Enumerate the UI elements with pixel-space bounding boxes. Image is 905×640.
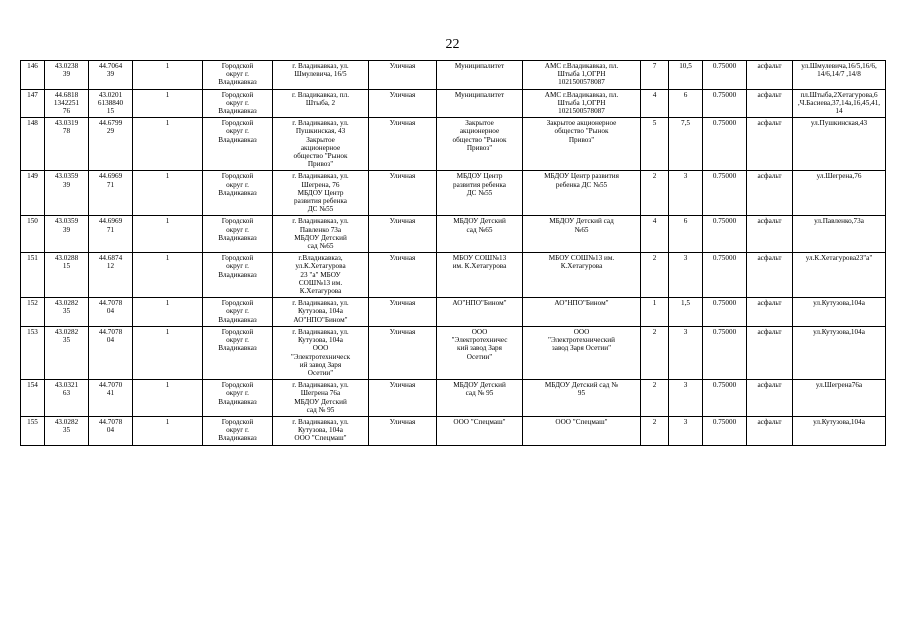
site-type-cell: Уличная	[369, 61, 437, 90]
district-cell: Городской округ г. Владикавказ	[203, 326, 273, 379]
address-cell: г. Владикавказ, ул. Шегрена 76а МБДОУ Детский сад № 95	[273, 380, 369, 417]
area-cell: 6	[669, 89, 703, 118]
owner-cell: МБДОУ Детский сад №65	[437, 216, 523, 253]
row-number-cell: 153	[21, 326, 45, 379]
district-cell: Городской округ г. Владикавказ	[203, 380, 273, 417]
longitude-cell: 44.7070 41	[89, 380, 133, 417]
volume-cell: 0.75000	[703, 118, 747, 171]
address-cell: г. Владикавказ, ул. Кутузова, 104а ООО "Электротехническ ий завод Заря Осетии"	[273, 326, 369, 379]
site-count-cell: 1	[133, 89, 203, 118]
site-type-cell: Уличная	[369, 118, 437, 171]
organization-cell: МБДОУ Детский сад №65	[523, 216, 641, 253]
site-count-cell: 1	[133, 118, 203, 171]
page-number: 22	[445, 37, 460, 52]
area-cell: 7,5	[669, 118, 703, 171]
container-count-cell: 4	[641, 89, 669, 118]
area-cell: 3	[669, 253, 703, 298]
address-cell: г. Владикавказ, ул. Пушкинская, 43 Закрытое акционерное общество "Рынок Привоз"	[273, 118, 369, 171]
latitude-cell: 43.0359 39	[45, 216, 89, 253]
area-cell: 3	[669, 171, 703, 216]
area-cell: 3	[669, 380, 703, 417]
container-count-cell: 2	[641, 326, 669, 379]
served-addresses-cell: пл.Штыба,2Хетагурова,6 ,Ч.Басиева,37,14а,16,45,41, 14	[793, 89, 886, 118]
district-cell: Городской округ г. Владикавказ	[203, 298, 273, 327]
surface-cell: асфальт	[747, 89, 793, 118]
address-cell: г.Владикавказ, ул.К.Хетагурова 23 "а" МБОУ СОШ№13 им. К.Хетагурова	[273, 253, 369, 298]
table-row	[21, 326, 886, 379]
surface-cell: асфальт	[747, 326, 793, 379]
table-row	[21, 61, 886, 90]
owner-cell: МБДОУ Детский сад № 95	[437, 380, 523, 417]
container-count-cell: 2	[641, 380, 669, 417]
served-addresses-cell: ул.Кутузова,104а	[793, 416, 886, 445]
volume-cell: 0.75000	[703, 298, 747, 327]
table-body	[21, 61, 886, 446]
surface-cell: асфальт	[747, 216, 793, 253]
owner-cell: АО"НПО"Бином"	[437, 298, 523, 327]
owner-cell: ООО "Электротехничес кий завод Заря Осетии"	[437, 326, 523, 379]
longitude-cell: 44.6874 12	[89, 253, 133, 298]
address-cell: г. Владикавказ, ул. Павленко 73а МБДОУ Детский сад №65	[273, 216, 369, 253]
latitude-cell: 43.0282 35	[45, 298, 89, 327]
row-number-cell: 151	[21, 253, 45, 298]
district-cell: Городской округ г. Владикавказ	[203, 171, 273, 216]
served-addresses-cell: ул.Шегрена76а	[793, 380, 886, 417]
organization-cell: МБОУ СОШ№13 им. К.Хетагурова	[523, 253, 641, 298]
row-number-cell: 147	[21, 89, 45, 118]
organization-cell: АО"НПО"Бином"	[523, 298, 641, 327]
site-type-cell: Уличная	[369, 298, 437, 327]
area-cell: 6	[669, 216, 703, 253]
site-count-cell: 1	[133, 326, 203, 379]
owner-cell: Муниципалитет	[437, 61, 523, 90]
area-cell: 3	[669, 326, 703, 379]
volume-cell: 0.75000	[703, 380, 747, 417]
served-addresses-cell: ул.Кутузова,104а	[793, 298, 886, 327]
site-count-cell: 1	[133, 253, 203, 298]
latitude-cell: 43.0282 35	[45, 326, 89, 379]
container-count-cell: 1	[641, 298, 669, 327]
district-cell: Городской округ г. Владикавказ	[203, 118, 273, 171]
owner-cell: МБОУ СОШ№13 им. К.Хетагурова	[437, 253, 523, 298]
area-cell: 3	[669, 416, 703, 445]
area-cell: 1,5	[669, 298, 703, 327]
volume-cell: 0.75000	[703, 171, 747, 216]
served-addresses-cell: ул.К.Хетагурова23"а"	[793, 253, 886, 298]
latitude-cell: 43.0319 78	[45, 118, 89, 171]
owner-cell: ООО "Спецмаш"	[437, 416, 523, 445]
surface-cell: асфальт	[747, 171, 793, 216]
latitude-cell: 43.0282 35	[45, 416, 89, 445]
surface-cell: асфальт	[747, 416, 793, 445]
table-row	[21, 216, 886, 253]
row-number-cell: 152	[21, 298, 45, 327]
owner-cell: МБДОУ Центр развития ребенка ДС №55	[437, 171, 523, 216]
container-count-cell: 2	[641, 171, 669, 216]
address-cell: г. Владикавказ, пл. Штыба, 2	[273, 89, 369, 118]
district-cell: Городской округ г. Владикавказ	[203, 89, 273, 118]
site-count-cell: 1	[133, 216, 203, 253]
organization-cell: МБДОУ Центр развития ребенка ДС №55	[523, 171, 641, 216]
organization-cell: ООО "Электротехнический завод Заря Осетии"	[523, 326, 641, 379]
organization-cell: АМС г.Владикавказ, пл. Штыба 1,ОГРН 1021500578087	[523, 89, 641, 118]
district-cell: Городской округ г. Владикавказ	[203, 253, 273, 298]
longitude-cell: 44.6799 29	[89, 118, 133, 171]
surface-cell: асфальт	[747, 380, 793, 417]
row-number-cell: 149	[21, 171, 45, 216]
volume-cell: 0.75000	[703, 61, 747, 90]
organization-cell: МБДОУ Детский сад № 95	[523, 380, 641, 417]
site-type-cell: Уличная	[369, 216, 437, 253]
container-count-cell: 7	[641, 61, 669, 90]
site-count-cell: 1	[133, 380, 203, 417]
container-count-cell: 2	[641, 416, 669, 445]
served-addresses-cell: ул.Кутузова,104а	[793, 326, 886, 379]
site-type-cell: Уличная	[369, 380, 437, 417]
organization-cell: АМС г.Владикавказ, пл. Штыба 1,ОГРН 1021500578087	[523, 61, 641, 90]
site-count-cell: 1	[133, 171, 203, 216]
row-number-cell: 148	[21, 118, 45, 171]
latitude-cell: 43.0288 15	[45, 253, 89, 298]
container-count-cell: 2	[641, 253, 669, 298]
site-type-cell: Уличная	[369, 326, 437, 379]
row-number-cell: 150	[21, 216, 45, 253]
table-row	[21, 380, 886, 417]
address-cell: г. Владикавказ, ул. Кутузова, 104а АО"НПО"Бином"	[273, 298, 369, 327]
longitude-cell: 44.7078 04	[89, 298, 133, 327]
owner-cell: Закрытое акционерное общество "Рынок Привоз"	[437, 118, 523, 171]
row-number-cell: 146	[21, 61, 45, 90]
site-type-cell: Уличная	[369, 253, 437, 298]
surface-cell: асфальт	[747, 298, 793, 327]
table-row	[21, 253, 886, 298]
site-count-cell: 1	[133, 298, 203, 327]
volume-cell: 0.75000	[703, 89, 747, 118]
container-count-cell: 4	[641, 216, 669, 253]
container-count-cell: 5	[641, 118, 669, 171]
site-type-cell: Уличная	[369, 416, 437, 445]
organization-cell: Закрытое акционерное общество "Рынок Привоз"	[523, 118, 641, 171]
district-cell: Городской округ г. Владикавказ	[203, 416, 273, 445]
longitude-cell: 43.0201 6138840 15	[89, 89, 133, 118]
surface-cell: асфальт	[747, 61, 793, 90]
table-row	[21, 416, 886, 445]
table-row	[21, 171, 886, 216]
site-type-cell: Уличная	[369, 171, 437, 216]
organization-cell: ООО "Спецмаш"	[523, 416, 641, 445]
served-addresses-cell: ул.Пушкинская,43	[793, 118, 886, 171]
address-cell: г. Владикавказ, ул. Кутузова, 104а ООО "Спецмаш"	[273, 416, 369, 445]
volume-cell: 0.75000	[703, 326, 747, 379]
site-count-cell: 1	[133, 416, 203, 445]
longitude-cell: 44.6969 71	[89, 171, 133, 216]
address-cell: г. Владикавказ, ул. Шегрена, 76 МБДОУ Центр развития ребенка ДС №55	[273, 171, 369, 216]
volume-cell: 0.75000	[703, 416, 747, 445]
site-count-cell: 1	[133, 61, 203, 90]
district-cell: Городской округ г. Владикавказ	[203, 216, 273, 253]
volume-cell: 0.75000	[703, 253, 747, 298]
latitude-cell: 43.0321 63	[45, 380, 89, 417]
surface-cell: асфальт	[747, 118, 793, 171]
latitude-cell: 43.0359 39	[45, 171, 89, 216]
served-addresses-cell: ул.Шегрена,76	[793, 171, 886, 216]
site-type-cell: Уличная	[369, 89, 437, 118]
area-cell: 10,5	[669, 61, 703, 90]
longitude-cell: 44.6969 71	[89, 216, 133, 253]
table-row	[21, 118, 886, 171]
served-addresses-cell: ул.Шмулевича,16/5,16/6, 14/6,14/7 ,14/8	[793, 61, 886, 90]
row-number-cell: 155	[21, 416, 45, 445]
longitude-cell: 44.7078 04	[89, 416, 133, 445]
served-addresses-cell: ул.Павленко,73а	[793, 216, 886, 253]
district-cell: Городской округ г. Владикавказ	[203, 61, 273, 90]
row-number-cell: 154	[21, 380, 45, 417]
surface-cell: асфальт	[747, 253, 793, 298]
table-row	[21, 89, 886, 118]
waste-sites-table	[20, 60, 886, 446]
table-row	[21, 298, 886, 327]
owner-cell: Муниципалитет	[437, 89, 523, 118]
longitude-cell: 44.7078 04	[89, 326, 133, 379]
latitude-cell: 44.6818 1342251 76	[45, 89, 89, 118]
volume-cell: 0.75000	[703, 216, 747, 253]
address-cell: г. Владикавказ, ул. Шмулевича, 16/5	[273, 61, 369, 90]
longitude-cell: 44.7064 39	[89, 61, 133, 90]
latitude-cell: 43.0238 39	[45, 61, 89, 90]
